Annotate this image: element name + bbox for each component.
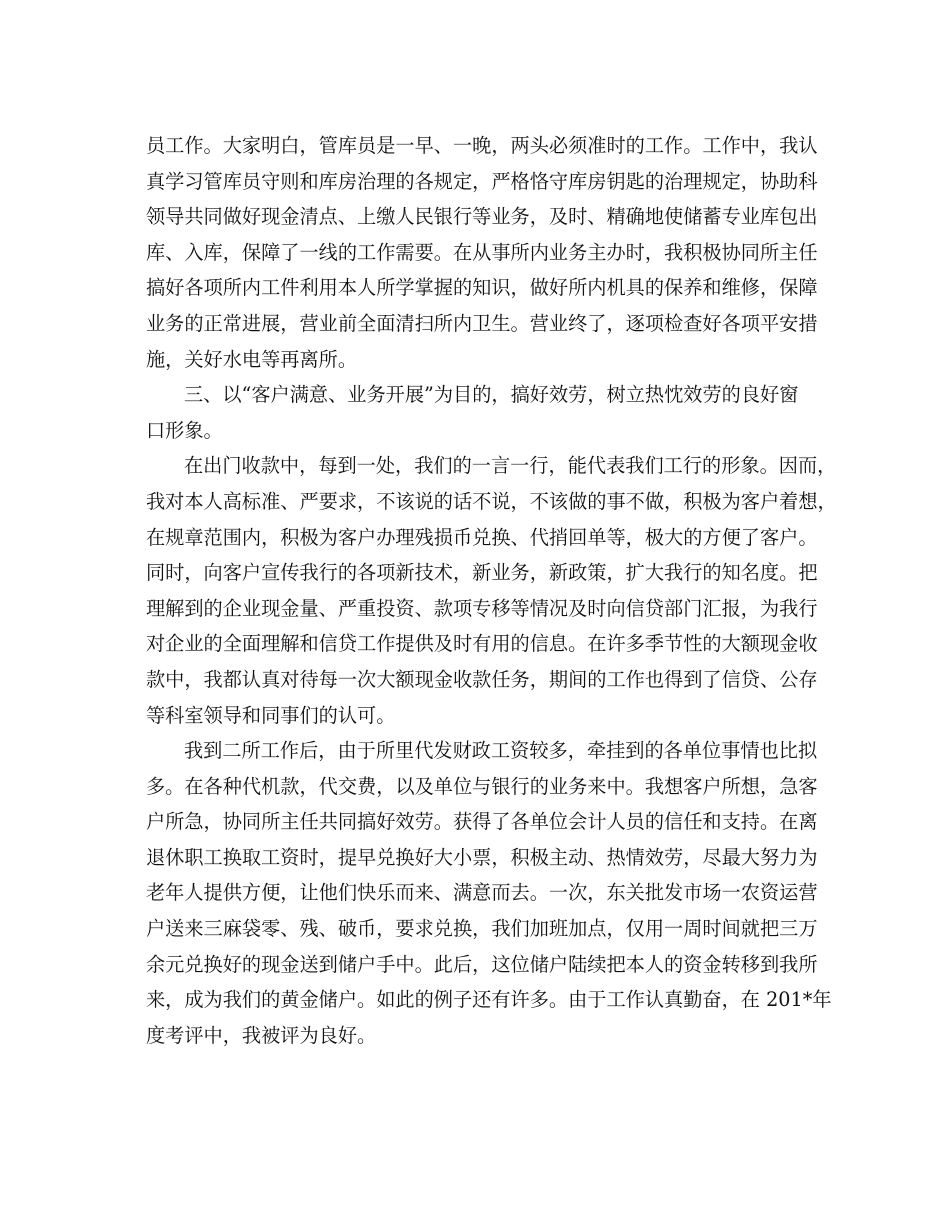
text-line: 户送来三麻袋零、残、破币，要求兑换，我们加班加点，仅用一周时间就把三万: [146, 917, 818, 941]
text-line: 余元兑换好的现金送到储户手中。此后，这位储户陆续把本人的资金转移到我所: [146, 952, 818, 976]
text-line: 真学习管库员守则和库房治理的各规定，严格恪守库房钥匙的治理规定，协助科: [146, 169, 818, 193]
text-line: 搞好各项所内工件利用本人所学掌握的知识，做好所内机具的保养和维修，保障: [146, 276, 818, 300]
text-line: 理解到的企业现金量、严重投资、款项专移等情况及时向信贷部门汇报，为我行: [146, 596, 818, 620]
paragraph-start-line: 我到二所工作后，由于所里代发财政工资较多，牵挂到的各单位事情也比拟: [184, 739, 818, 763]
text-line: 同时，向客户宣传我行的各项新技术，新业务，新政策，扩大我行的知名度。把: [146, 561, 818, 585]
text-line: 退休职工换取工资时，提早兑换好大小票，积极主动、热情效劳，尽最大努力为: [146, 845, 818, 869]
text-line: 户所急，协同所主任共同搞好效劳。获得了各单位会计人员的信任和支持。在离: [146, 810, 818, 834]
text-line: 老年人提供方便，让他们快乐而来、满意而去。一次，东关批发市场一农资运营: [146, 881, 818, 905]
text-line: 来，成为我们的黄金储户。如此的例子还有许多。由于工作认真勤奋，在 201*年: [146, 988, 832, 1012]
text-line: 施，关好水电等再离所。: [146, 347, 358, 371]
text-line: 业务的正常进展，营业前全面清扫所内卫生。营业终了，逐项检查好各项平安措: [146, 311, 818, 335]
section-heading-line: 三、以“客户满意、业务开展”为目的，搞好效劳，树立热忱效劳的良好窗: [184, 383, 799, 407]
text-line: 对企业的全面理解和信贷工作提供及时有用的信息。在许多季节性的大额现金收: [146, 632, 818, 656]
section-heading-line: 口形象。: [146, 418, 223, 442]
text-line: 库、入库，保障了一线的工作需要。在从事所内业务主办时，我积极协同所主任: [146, 240, 818, 264]
text-line: 我对本人高标准、严要求，不该说的话不说，不该做的事不做，积极为客户着想，: [146, 489, 837, 513]
paragraph-start-line: 在出门收款中，每到一处，我们的一言一行，能代表我们工行的形象。因而，: [184, 454, 837, 478]
text-line: 款中，我都认真对待每一次大额现金收款任务，期间的工作也得到了信贷、公存: [146, 667, 818, 691]
text-line: 领导共同做好现金清点、上缴人民银行等业务，及时、精确地使储蓄专业库包出: [146, 205, 818, 229]
text-line: 多。在各种代机款，代交费，以及单位与银行的业务来中。我想客户所想，急客: [146, 774, 818, 798]
text-line: 等科室领导和同事们的认可。: [146, 703, 396, 727]
text-line: 在规章范围内，积极为客户办理残损币兑换、代捎回单等，极大的方便了客户。: [146, 525, 818, 549]
text-line: 员工作。大家明白，管库员是一早、一晚，两头必须准时的工作。工作中，我认: [146, 134, 818, 157]
text-line: 度考评中，我被评为良好。: [146, 1023, 377, 1047]
document-body: [146, 128, 837, 1053]
